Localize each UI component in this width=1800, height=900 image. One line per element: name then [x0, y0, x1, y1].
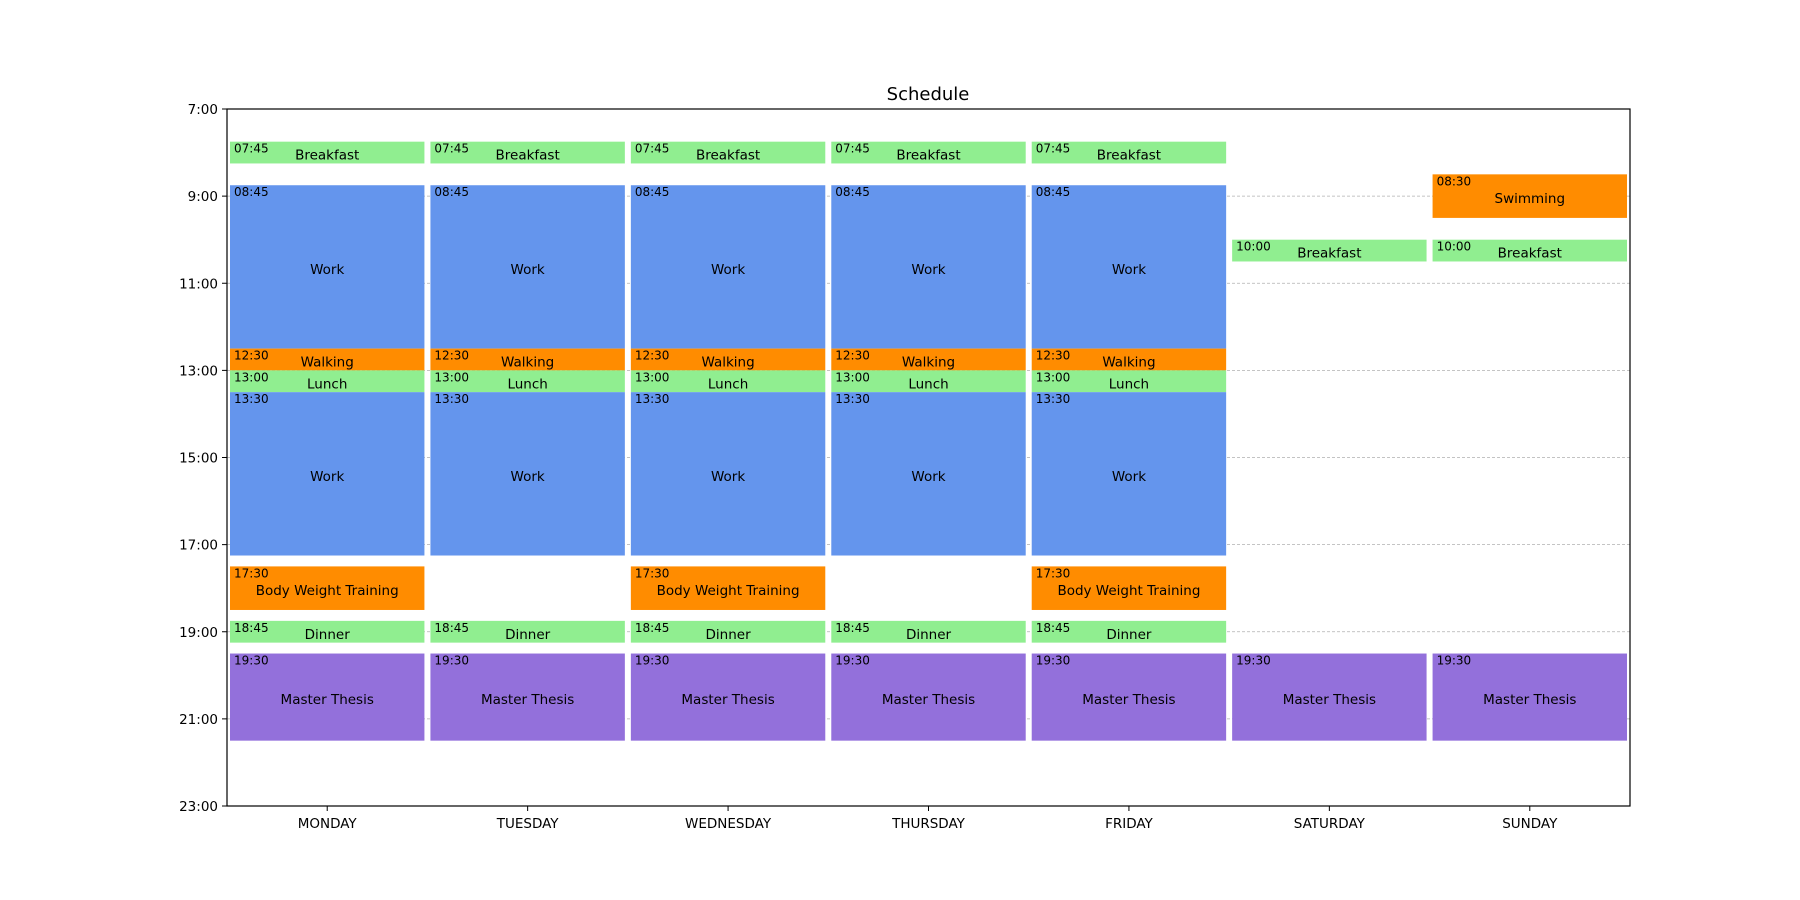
- event-start-time: 13:00: [634, 370, 670, 385]
- event-block[interactable]: [430, 349, 624, 371]
- event-start-time: 17:30: [634, 566, 670, 581]
- event-block[interactable]: [230, 370, 424, 392]
- event-label: Work: [1111, 261, 1147, 278]
- event-label: Work: [310, 468, 345, 485]
- event-start-time: 08:30: [1436, 174, 1472, 189]
- event-block[interactable]: [631, 185, 825, 348]
- event-start-time: 08:45: [835, 185, 870, 200]
- y-tick-label: 17:00: [179, 537, 218, 554]
- event-block[interactable]: [230, 621, 424, 643]
- chart-title: Schedule: [886, 84, 970, 105]
- event-block[interactable]: [1032, 566, 1226, 610]
- event-block[interactable]: [230, 185, 424, 348]
- event-start-time: 18:45: [1035, 620, 1071, 635]
- y-tick-label: 11:00: [179, 276, 218, 293]
- event-block[interactable]: [230, 566, 424, 610]
- day-label-sunday: SUNDAY: [1502, 816, 1558, 832]
- event-block[interactable]: [1032, 349, 1226, 371]
- event-label: Dinner: [304, 626, 350, 643]
- event-block[interactable]: [631, 566, 825, 610]
- y-tick-label: 23:00: [179, 799, 218, 815]
- event-start-time: 12:30: [1035, 348, 1071, 363]
- event-label: Dinner: [1106, 626, 1152, 643]
- event-start-time: 12:30: [434, 348, 470, 363]
- event-start-time: 13:00: [234, 370, 269, 385]
- event-label: Walking: [901, 354, 956, 371]
- event-block[interactable]: [631, 370, 825, 392]
- event-block[interactable]: [230, 392, 424, 555]
- event-block[interactable]: [1433, 654, 1627, 741]
- event-start-time: 12:30: [835, 348, 870, 363]
- event-label: Master Thesis: [1082, 692, 1176, 709]
- event-block[interactable]: [1032, 621, 1226, 643]
- event-start-time: 07:45: [234, 141, 269, 156]
- day-label-wednesday: WEDNESDAY: [685, 816, 772, 832]
- event-start-time: 08:45: [634, 185, 670, 200]
- event-block[interactable]: [631, 654, 825, 741]
- event-label: Dinner: [505, 626, 551, 643]
- event-label: Breakfast: [695, 147, 761, 164]
- event-start-time: 13:30: [835, 392, 870, 407]
- event-label: Swimming: [1494, 191, 1566, 208]
- day-label-saturday: SATURDAY: [1293, 816, 1365, 832]
- event-start-time: 07:45: [634, 141, 670, 156]
- event-start-time: 07:45: [434, 141, 470, 156]
- event-start-time: 17:30: [234, 566, 269, 581]
- event-block[interactable]: [831, 349, 1025, 371]
- event-label: Breakfast: [1497, 245, 1562, 262]
- event-start-time: 08:45: [434, 185, 470, 200]
- day-label-friday: FRIDAY: [1105, 816, 1153, 832]
- event-label: Dinner: [905, 626, 952, 643]
- event-block[interactable]: [1032, 392, 1226, 555]
- event-start-time: 17:30: [1035, 566, 1071, 581]
- event-start-time: 13:30: [434, 392, 470, 407]
- event-label: Walking: [300, 354, 354, 371]
- event-block[interactable]: [430, 370, 624, 392]
- y-tick-label: 21:00: [179, 711, 218, 728]
- event-start-time: 08:45: [234, 185, 269, 200]
- day-label-tuesday: TUESDAY: [496, 816, 559, 832]
- event-label: Breakfast: [1096, 147, 1162, 164]
- events-layer: [230, 142, 1627, 741]
- event-block[interactable]: [430, 621, 624, 643]
- event-block[interactable]: [831, 621, 1025, 643]
- event-label: Body Weight Training: [656, 583, 800, 600]
- event-label: Work: [911, 468, 946, 485]
- event-label: Work: [1111, 468, 1147, 485]
- event-block[interactable]: [1032, 370, 1226, 392]
- event-start-time: 18:45: [634, 620, 670, 635]
- event-start-time: 10:00: [1436, 239, 1472, 254]
- event-label: Walking: [701, 354, 755, 371]
- event-start-time: 18:45: [234, 620, 269, 635]
- x-axis: [298, 806, 1558, 832]
- day-label-monday: MONDAY: [297, 816, 357, 832]
- event-block[interactable]: [430, 142, 624, 164]
- event-start-time: 18:45: [835, 620, 870, 635]
- event-label: Body Weight Training: [1057, 583, 1201, 600]
- event-start-time: 18:45: [434, 620, 470, 635]
- event-start-time: 13:00: [1035, 370, 1071, 385]
- y-tick-label: 7:00: [187, 102, 218, 118]
- event-block[interactable]: [1032, 654, 1226, 741]
- event-block[interactable]: [1232, 240, 1426, 262]
- event-block[interactable]: [430, 392, 624, 555]
- event-start-time: 13:30: [634, 392, 670, 407]
- event-start-time: 13:30: [1035, 392, 1071, 407]
- event-label: Master Thesis: [681, 692, 775, 709]
- y-tick-label: 9:00: [187, 189, 218, 206]
- event-label: Master Thesis: [1483, 692, 1577, 709]
- event-block[interactable]: [631, 142, 825, 164]
- event-block[interactable]: [230, 142, 424, 164]
- event-start-time: 10:00: [1236, 239, 1271, 254]
- event-block[interactable]: [831, 370, 1025, 392]
- event-block[interactable]: [831, 185, 1025, 348]
- event-label: Body Weight Training: [255, 583, 399, 600]
- event-start-time: 19:30: [1236, 653, 1271, 668]
- event-start-time: 07:45: [835, 141, 870, 156]
- event-block[interactable]: [631, 392, 825, 555]
- day-label-thursday: THURSDAY: [892, 816, 965, 832]
- event-label: Master Thesis: [1282, 692, 1377, 709]
- event-label: Walking: [1102, 354, 1156, 371]
- event-label: Work: [510, 468, 545, 485]
- event-label: Lunch: [1108, 376, 1150, 393]
- event-block[interactable]: [831, 392, 1025, 555]
- event-label: Lunch: [908, 376, 949, 393]
- event-block[interactable]: [430, 185, 624, 348]
- event-start-time: 19:30: [1035, 653, 1071, 668]
- event-label: Work: [310, 261, 345, 278]
- event-block[interactable]: [631, 349, 825, 371]
- event-block[interactable]: [1232, 654, 1426, 741]
- event-start-time: 13:00: [434, 370, 470, 385]
- event-start-time: 19:30: [634, 653, 670, 668]
- event-block[interactable]: [1433, 174, 1627, 218]
- event-label: Breakfast: [495, 147, 560, 164]
- event-start-time: 12:30: [634, 348, 670, 363]
- event-label: Master Thesis: [881, 692, 976, 709]
- event-label: Lunch: [707, 376, 749, 393]
- event-block[interactable]: [1032, 142, 1226, 164]
- event-block[interactable]: [1032, 185, 1226, 348]
- y-tick-label: 13:00: [179, 363, 218, 380]
- event-start-time: 08:45: [1035, 185, 1071, 200]
- event-label: Work: [710, 261, 746, 278]
- y-tick-label: 15:00: [179, 450, 218, 467]
- event-start-time: 19:30: [434, 653, 470, 668]
- event-block[interactable]: [831, 142, 1025, 164]
- event-start-time: 12:30: [234, 348, 269, 363]
- event-block[interactable]: [430, 654, 624, 741]
- event-block[interactable]: [1433, 240, 1627, 262]
- event-block[interactable]: [230, 349, 424, 371]
- event-label: Work: [510, 261, 545, 278]
- event-label: Dinner: [705, 626, 751, 643]
- event-label: Work: [911, 261, 946, 278]
- event-start-time: 19:30: [1436, 653, 1472, 668]
- event-block[interactable]: [831, 654, 1025, 741]
- event-label: Lunch: [507, 376, 548, 393]
- event-label: Work: [710, 468, 746, 485]
- y-axis: [179, 102, 227, 815]
- event-label: Master Thesis: [280, 692, 374, 709]
- event-start-time: 19:30: [835, 653, 870, 668]
- event-label: Lunch: [307, 376, 348, 393]
- event-start-time: 07:45: [1035, 141, 1071, 156]
- event-label: Breakfast: [896, 147, 961, 164]
- event-label: Breakfast: [1297, 245, 1362, 262]
- event-label: Master Thesis: [480, 692, 575, 709]
- event-block[interactable]: [631, 621, 825, 643]
- event-start-time: 19:30: [234, 653, 269, 668]
- event-label: Walking: [501, 354, 555, 371]
- event-block[interactable]: [230, 654, 424, 741]
- y-tick-label: 19:00: [179, 624, 218, 641]
- event-label: Breakfast: [295, 147, 360, 164]
- event-start-time: 13:00: [835, 370, 870, 385]
- event-start-time: 13:30: [234, 392, 269, 407]
